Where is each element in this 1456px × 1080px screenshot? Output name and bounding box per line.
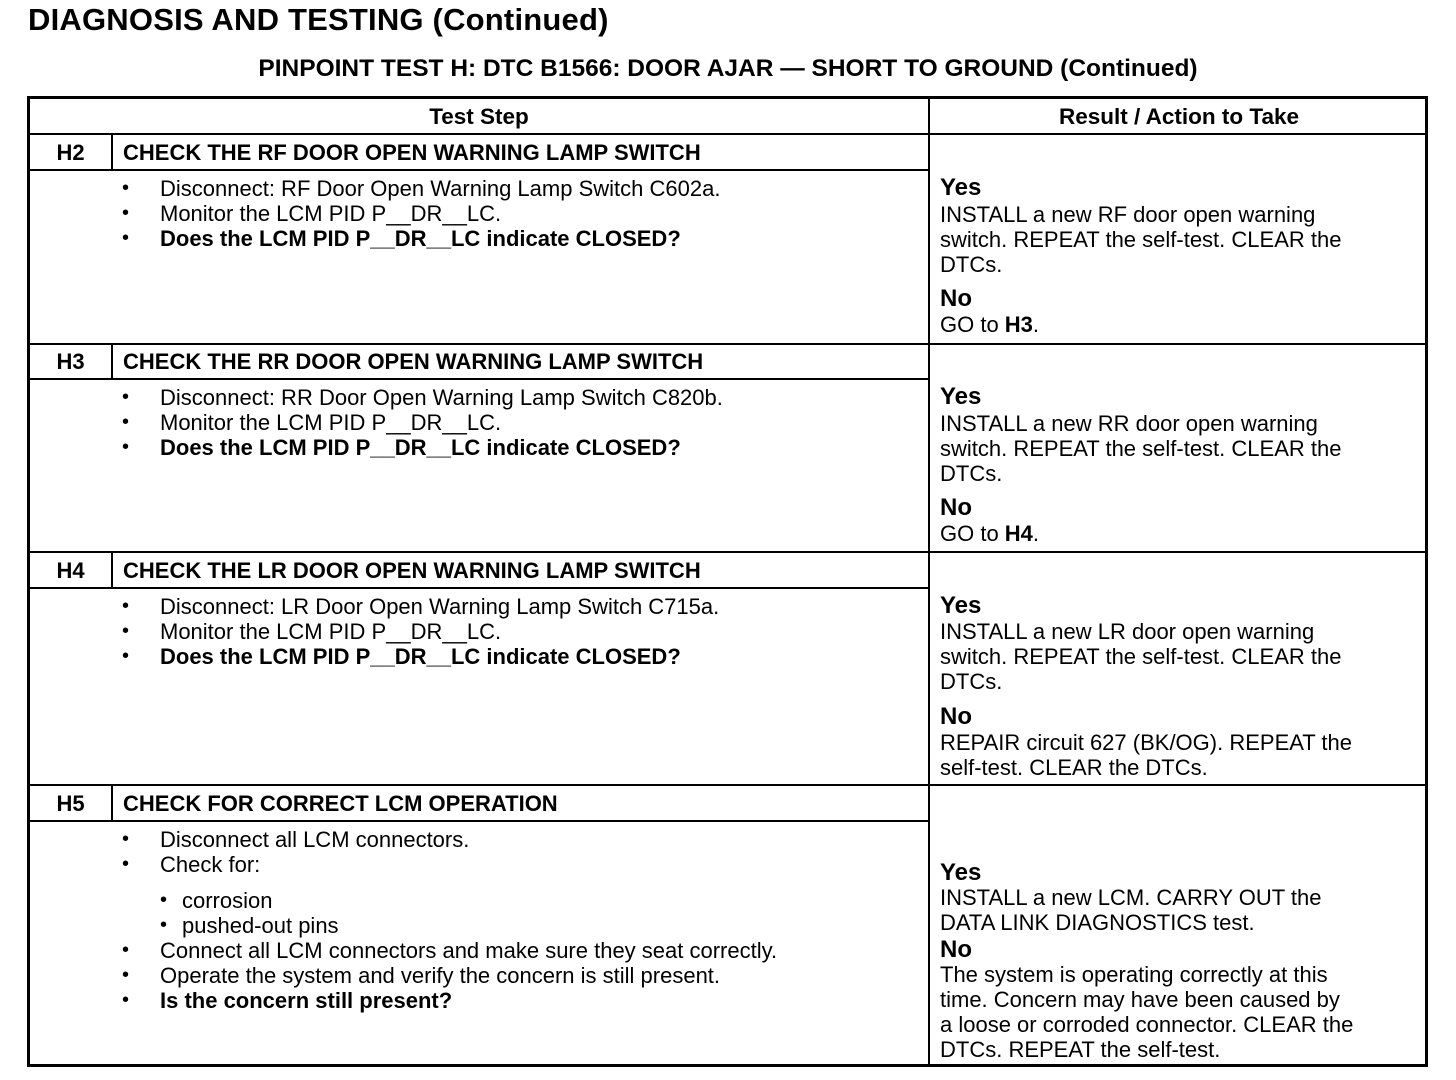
- bullet: •: [122, 202, 130, 224]
- yes-action: INSTALL a new RR door open warning switch. REPEAT the self-test. CLEAR the DTCs.: [940, 411, 1342, 486]
- step-question: Is the concern still present?: [160, 988, 453, 1013]
- row-divider: [30, 784, 1425, 786]
- no-label: No: [940, 494, 972, 521]
- pinpoint-test-table: [27, 96, 1428, 1067]
- step-item: Check for:: [160, 852, 261, 877]
- yes-action: INSTALL a new LCM. CARRY OUT the DATA LINK DIAGNOSTICS test.: [940, 885, 1322, 935]
- step-item: Monitor the LCM PID P__DR__LC.: [160, 619, 502, 644]
- id-divider: [111, 786, 113, 820]
- bullet: •: [122, 386, 130, 408]
- yes-label: Yes: [940, 859, 982, 886]
- bullet: •: [122, 828, 130, 850]
- next-step-ref: H3: [1004, 312, 1033, 337]
- step-question: Does the LCM PID P__DR__LC indicate CLOSED?: [160, 435, 681, 460]
- step-title: CHECK THE RF DOOR OPEN WARNING LAMP SWITCH: [123, 140, 701, 165]
- step-question: Does the LCM PID P__DR__LC indicate CLOSED?: [160, 226, 681, 251]
- no-action: The system is operating correctly at this time. Concern may have been caused by a loose or corroded connector. CLEAR the DTCs. REPEAT the self-test.: [940, 962, 1354, 1062]
- page-title: DIAGNOSIS AND TESTING (Continued): [28, 2, 609, 37]
- bullet: •: [122, 595, 130, 617]
- step-item: Disconnect: RF Door Open Warning Lamp Switch C602a.: [160, 176, 721, 201]
- yes-action: INSTALL a new LR door open warning switch. REPEAT the self-test. CLEAR the DTCs.: [940, 619, 1342, 694]
- id-divider: [111, 553, 113, 587]
- header-divider: [30, 133, 1425, 135]
- step-id: H4: [56, 558, 85, 583]
- bullet: •: [122, 411, 130, 433]
- no-action: REPAIR circuit 627 (BK/OG). REPEAT the self-test. CLEAR the DTCs.: [940, 730, 1353, 780]
- step-id: H3: [56, 349, 85, 374]
- step-item: Operate the system and verify the concern is still present.: [160, 963, 721, 988]
- step-id: H2: [56, 140, 85, 165]
- yes-label: Yes: [940, 383, 982, 410]
- bullet: •: [122, 939, 130, 961]
- step-item: Disconnect all LCM connectors.: [160, 827, 470, 852]
- step-title-divider: [30, 169, 928, 171]
- yes-action: INSTALL a new RF door open warning switch. REPEAT the self-test. CLEAR the DTCs.: [940, 202, 1342, 277]
- step-title-divider: [30, 587, 928, 589]
- next-step-ref: H4: [1004, 521, 1033, 546]
- step-item: Disconnect: RR Door Open Warning Lamp Switch C820b.: [160, 385, 723, 410]
- bullet: •: [122, 436, 130, 458]
- sub-item: pushed-out pins: [182, 913, 339, 938]
- no-label: No: [940, 285, 972, 312]
- step-title: CHECK FOR CORRECT LCM OPERATION: [123, 791, 558, 816]
- bullet: •: [122, 989, 130, 1011]
- bullet: •: [122, 645, 130, 667]
- bullet: •: [122, 620, 130, 642]
- bullet: •: [122, 177, 130, 199]
- test-step-header: Test Step: [429, 104, 529, 129]
- row-divider: [30, 551, 1425, 553]
- bullet: •: [122, 964, 130, 986]
- step-title-divider: [30, 820, 928, 822]
- step-id: H5: [56, 791, 85, 816]
- result-header: Result / Action to Take: [1058, 104, 1300, 129]
- step-item: Connect all LCM connectors and make sure they seat correctly.: [160, 938, 778, 963]
- step-title-divider: [30, 378, 928, 380]
- no-label: No: [940, 703, 972, 730]
- step-title: CHECK THE RR DOOR OPEN WARNING LAMP SWITCH: [123, 349, 704, 374]
- step-question: Does the LCM PID P__DR__LC indicate CLOSED?: [160, 644, 681, 669]
- id-divider: [111, 345, 113, 378]
- yes-label: Yes: [940, 174, 982, 201]
- column-divider: [928, 99, 930, 1064]
- step-item: Monitor the LCM PID P__DR__LC.: [160, 410, 502, 435]
- step-title: CHECK THE LR DOOR OPEN WARNING LAMP SWITCH: [123, 558, 701, 583]
- sub-bullet: •: [160, 889, 168, 911]
- step-item: Disconnect: LR Door Open Warning Lamp Switch C715a.: [160, 594, 720, 619]
- sub-bullet: •: [160, 914, 168, 936]
- bullet: •: [122, 853, 130, 875]
- yes-label: Yes: [940, 592, 982, 619]
- id-divider: [111, 135, 113, 169]
- pinpoint-test-title: PINPOINT TEST H: DTC B1566: DOOR AJAR — SHORT TO GROUND (Continued): [258, 55, 1198, 82]
- bullet: •: [122, 227, 130, 249]
- no-action: GO to H4.: [940, 521, 1040, 546]
- sub-item: corrosion: [182, 888, 273, 913]
- no-label: No: [940, 936, 972, 963]
- step-item: Monitor the LCM PID P__DR__LC.: [160, 201, 502, 226]
- no-action: GO to H3.: [940, 312, 1040, 337]
- row-divider: [30, 343, 1425, 345]
